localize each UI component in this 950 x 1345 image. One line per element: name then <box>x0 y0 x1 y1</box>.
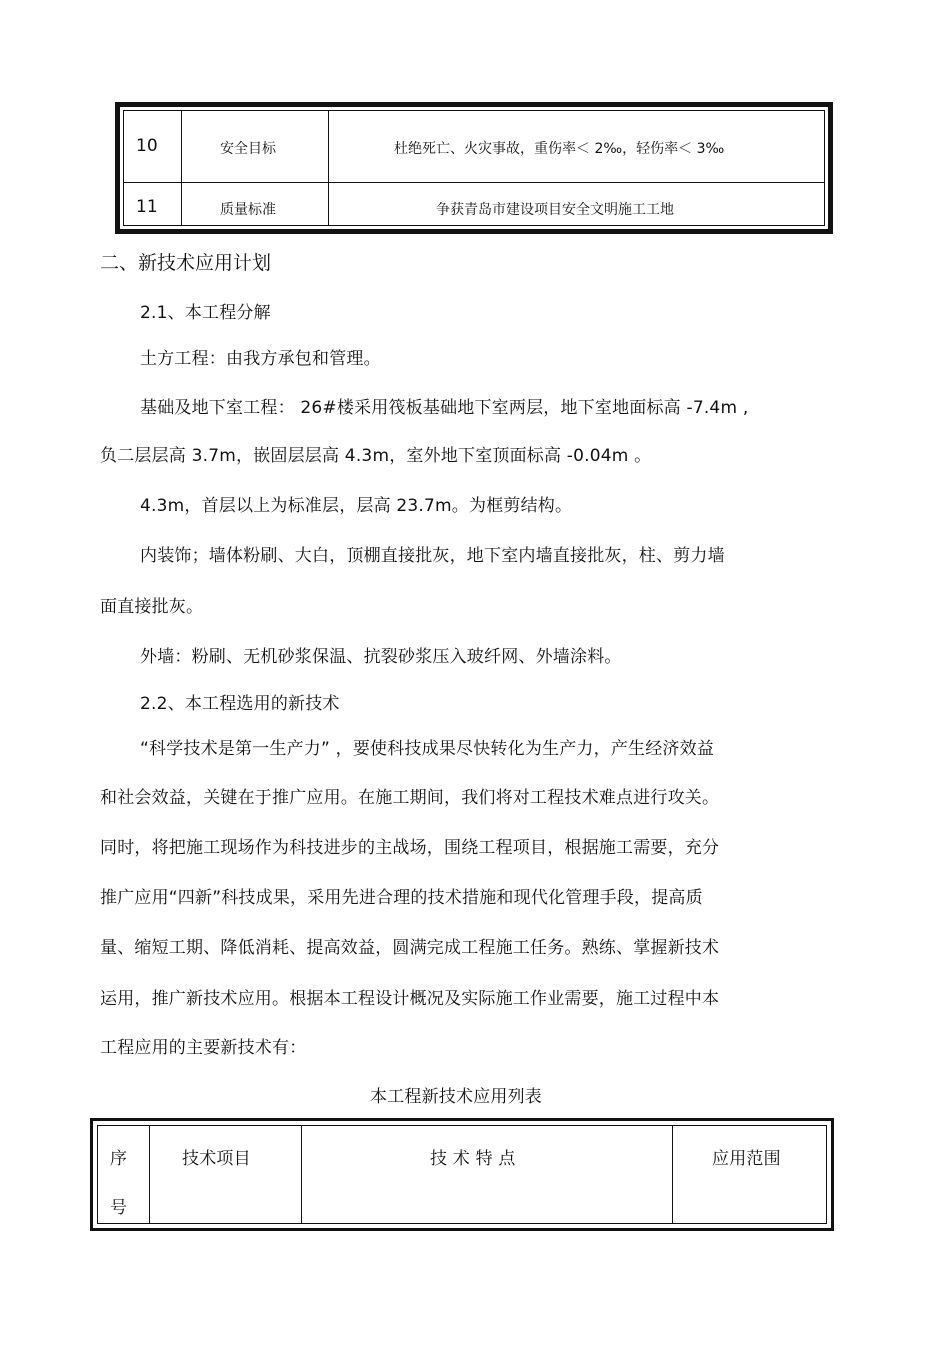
row-number-cell: 10 <box>136 136 158 156</box>
paragraph-line: “科学技术是第一生产力” ，要使科技成果尽快转化为生产力，产生经济效益 <box>140 739 715 759</box>
column-divider <box>672 1126 673 1223</box>
subheading: 2.1、本工程分解 <box>140 303 271 323</box>
paragraph-line: 负二层层高 3.7m，嵌固层层高 4.3m，室外地下室顶面标高 -0.04m 。 <box>100 446 652 466</box>
row-number-cell: 11 <box>136 197 158 217</box>
paragraph-line: 和社会效益，关键在于推广应用。在施工期间，我们将对工程技术难点进行攻关。 <box>100 788 720 808</box>
section-heading: 二、新技术应用计划 <box>100 252 272 274</box>
paragraph-line: 基础及地下室工程： 26#楼采用筏板基础地下室两层，地下室地面标高 -7.4m , <box>140 398 749 418</box>
top-table <box>115 102 833 234</box>
table-caption: 本工程新技术应用列表 <box>370 1087 542 1107</box>
paragraph-line: 运用，推广新技术应用。根据本工程设计概况及实际施工作业需要，施工过程中本 <box>100 989 720 1009</box>
header-seq: 序 <box>110 1149 128 1169</box>
column-divider <box>149 1126 150 1223</box>
header-tech-item: 技术项目 <box>182 1149 251 1169</box>
paragraph-line: 工程应用的主要新技术有： <box>100 1038 307 1058</box>
column-divider <box>301 1126 302 1223</box>
header-tech-feature: 技 术 特 点 <box>430 1149 516 1169</box>
paragraph-line: 外墙：粉刷、无机砂浆保温、抗裂砂浆压入玻纤网、外墙涂料。 <box>140 647 622 667</box>
row-item-cell: 质量标准 <box>220 202 276 218</box>
column-divider <box>328 111 329 225</box>
paragraph-line: 量、缩短工期、降低消耗、提高效益，圆满完成工程施工任务。熟练、掌握新技术 <box>100 938 720 958</box>
top-table-frame <box>123 110 825 226</box>
paragraph-line: 内装饰；墙体粉刷、大白，顶棚直接批灰，地下室内墙直接批灰，柱、剪力墙 <box>140 546 725 566</box>
row-item-cell: 安全目标 <box>220 141 276 157</box>
paragraph-line: 同时，将把施工现场作为科技进步的主战场，围绕工程项目，根据施工需要，充分 <box>100 838 720 858</box>
column-divider <box>181 111 182 225</box>
paragraph-line: 面直接批灰。 <box>100 597 204 617</box>
row-divider <box>124 182 824 183</box>
header-scope: 应用范围 <box>712 1149 781 1169</box>
row-content-cell: 争获青岛市建设项目安全文明施工工地 <box>436 202 674 218</box>
subheading: 2.2、本工程选用的新技术 <box>140 694 340 714</box>
paragraph-line: 推广应用“四新”科技成果，采用先进合理的技术措施和现代化管理手段，提高质 <box>100 888 703 908</box>
tech-table-frame <box>97 1125 827 1224</box>
tech-table <box>90 1118 834 1231</box>
header-seq: 号 <box>110 1198 128 1218</box>
paragraph-line: 土方工程：由我方承包和管理。 <box>140 349 381 369</box>
paragraph-line: 4.3m，首层以上为标准层，层高 23.7m。为框剪结构。 <box>140 496 573 516</box>
row-content-cell: 杜绝死亡、火灾事故，重伤率＜ 2‰，轻伤率＜ 3‰ <box>394 141 725 157</box>
